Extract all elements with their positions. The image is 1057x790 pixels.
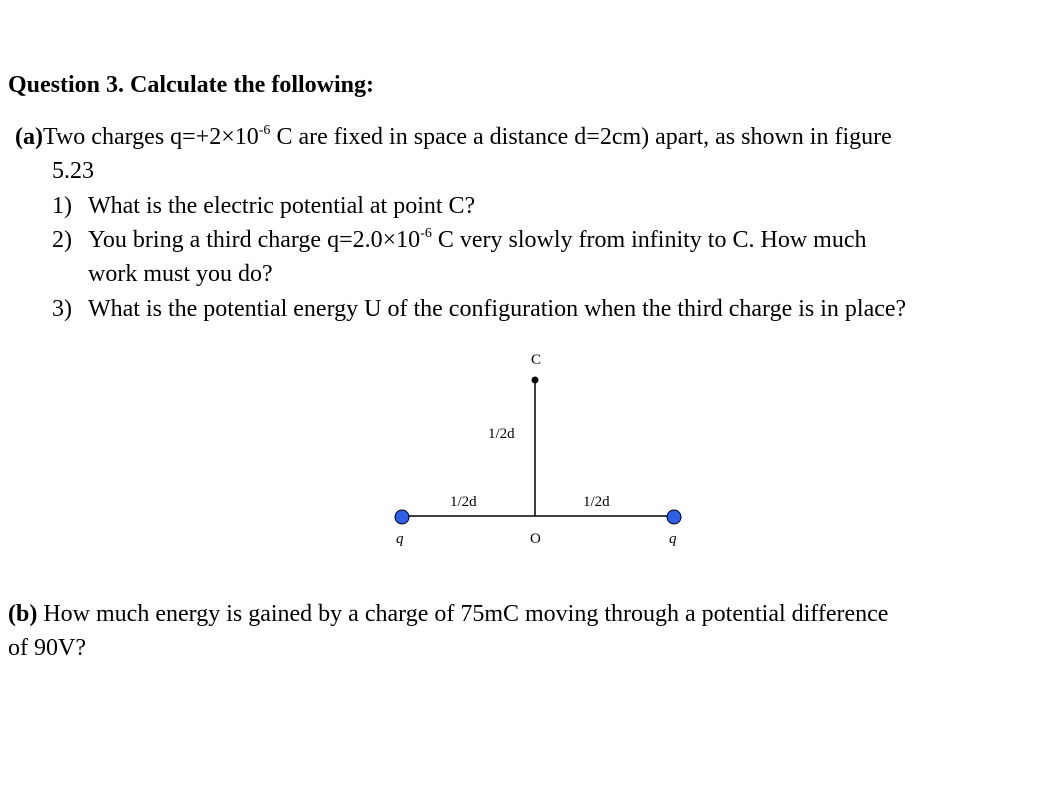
part-b-continuation: of 90V? bbox=[8, 635, 86, 661]
charge-diagram bbox=[380, 340, 700, 560]
point-c-dot bbox=[532, 377, 539, 384]
item-number: 1) bbox=[52, 193, 72, 219]
item-2-text-pre: You bring a third charge q=2.0×10 bbox=[88, 227, 421, 253]
part-a-intro-exponent: -6 bbox=[258, 123, 271, 138]
label-vertical-distance: 1/2d bbox=[488, 426, 515, 442]
label-c: C bbox=[531, 352, 542, 368]
item-number: 2) bbox=[52, 227, 72, 253]
item-2-text-post: C very slowly from infinity to C. How much bbox=[431, 227, 867, 253]
charge-diagram-svg bbox=[380, 340, 700, 560]
part-a-intro-continuation: 5.23 bbox=[52, 158, 94, 184]
part-a-item-2-continuation: work must you do? bbox=[88, 261, 273, 287]
item-number: 3) bbox=[52, 296, 72, 322]
question-title: Question 3. Calculate the following: bbox=[8, 72, 374, 98]
part-a-item-1-text: What is the electric potential at point C? bbox=[88, 193, 476, 219]
item-2-exponent: -6 bbox=[420, 226, 432, 241]
part-a-intro-post: C are fixed in space a distance d=2cm) apart, as shown in figure bbox=[270, 124, 892, 150]
label-q-left: q bbox=[396, 531, 404, 547]
right-charge bbox=[667, 510, 681, 524]
part-b-line bbox=[8, 601, 888, 628]
part-a-item-3-text: What is the potential energy U of the configuration when the third charge is in place? bbox=[88, 296, 907, 322]
part-a-label: (a) bbox=[15, 124, 43, 150]
label-origin: O bbox=[530, 531, 541, 547]
part-b-text: How much energy is gained by a charge of 75mC moving through a potential difference bbox=[37, 601, 889, 627]
left-charge bbox=[395, 510, 409, 524]
part-a-intro-pre: Two charges q=+2×10 bbox=[42, 124, 259, 150]
part-b-label: (b) bbox=[8, 601, 38, 627]
part-a-item-1 bbox=[52, 193, 72, 220]
label-left-distance: 1/2d bbox=[450, 494, 477, 510]
label-right-distance: 1/2d bbox=[583, 494, 610, 510]
part-a-intro-line bbox=[15, 124, 892, 151]
part-a-item-3 bbox=[52, 296, 72, 323]
part-a-item-2 bbox=[52, 227, 72, 254]
part-a-item-2-text bbox=[88, 227, 866, 254]
label-q-right: q bbox=[669, 531, 677, 547]
